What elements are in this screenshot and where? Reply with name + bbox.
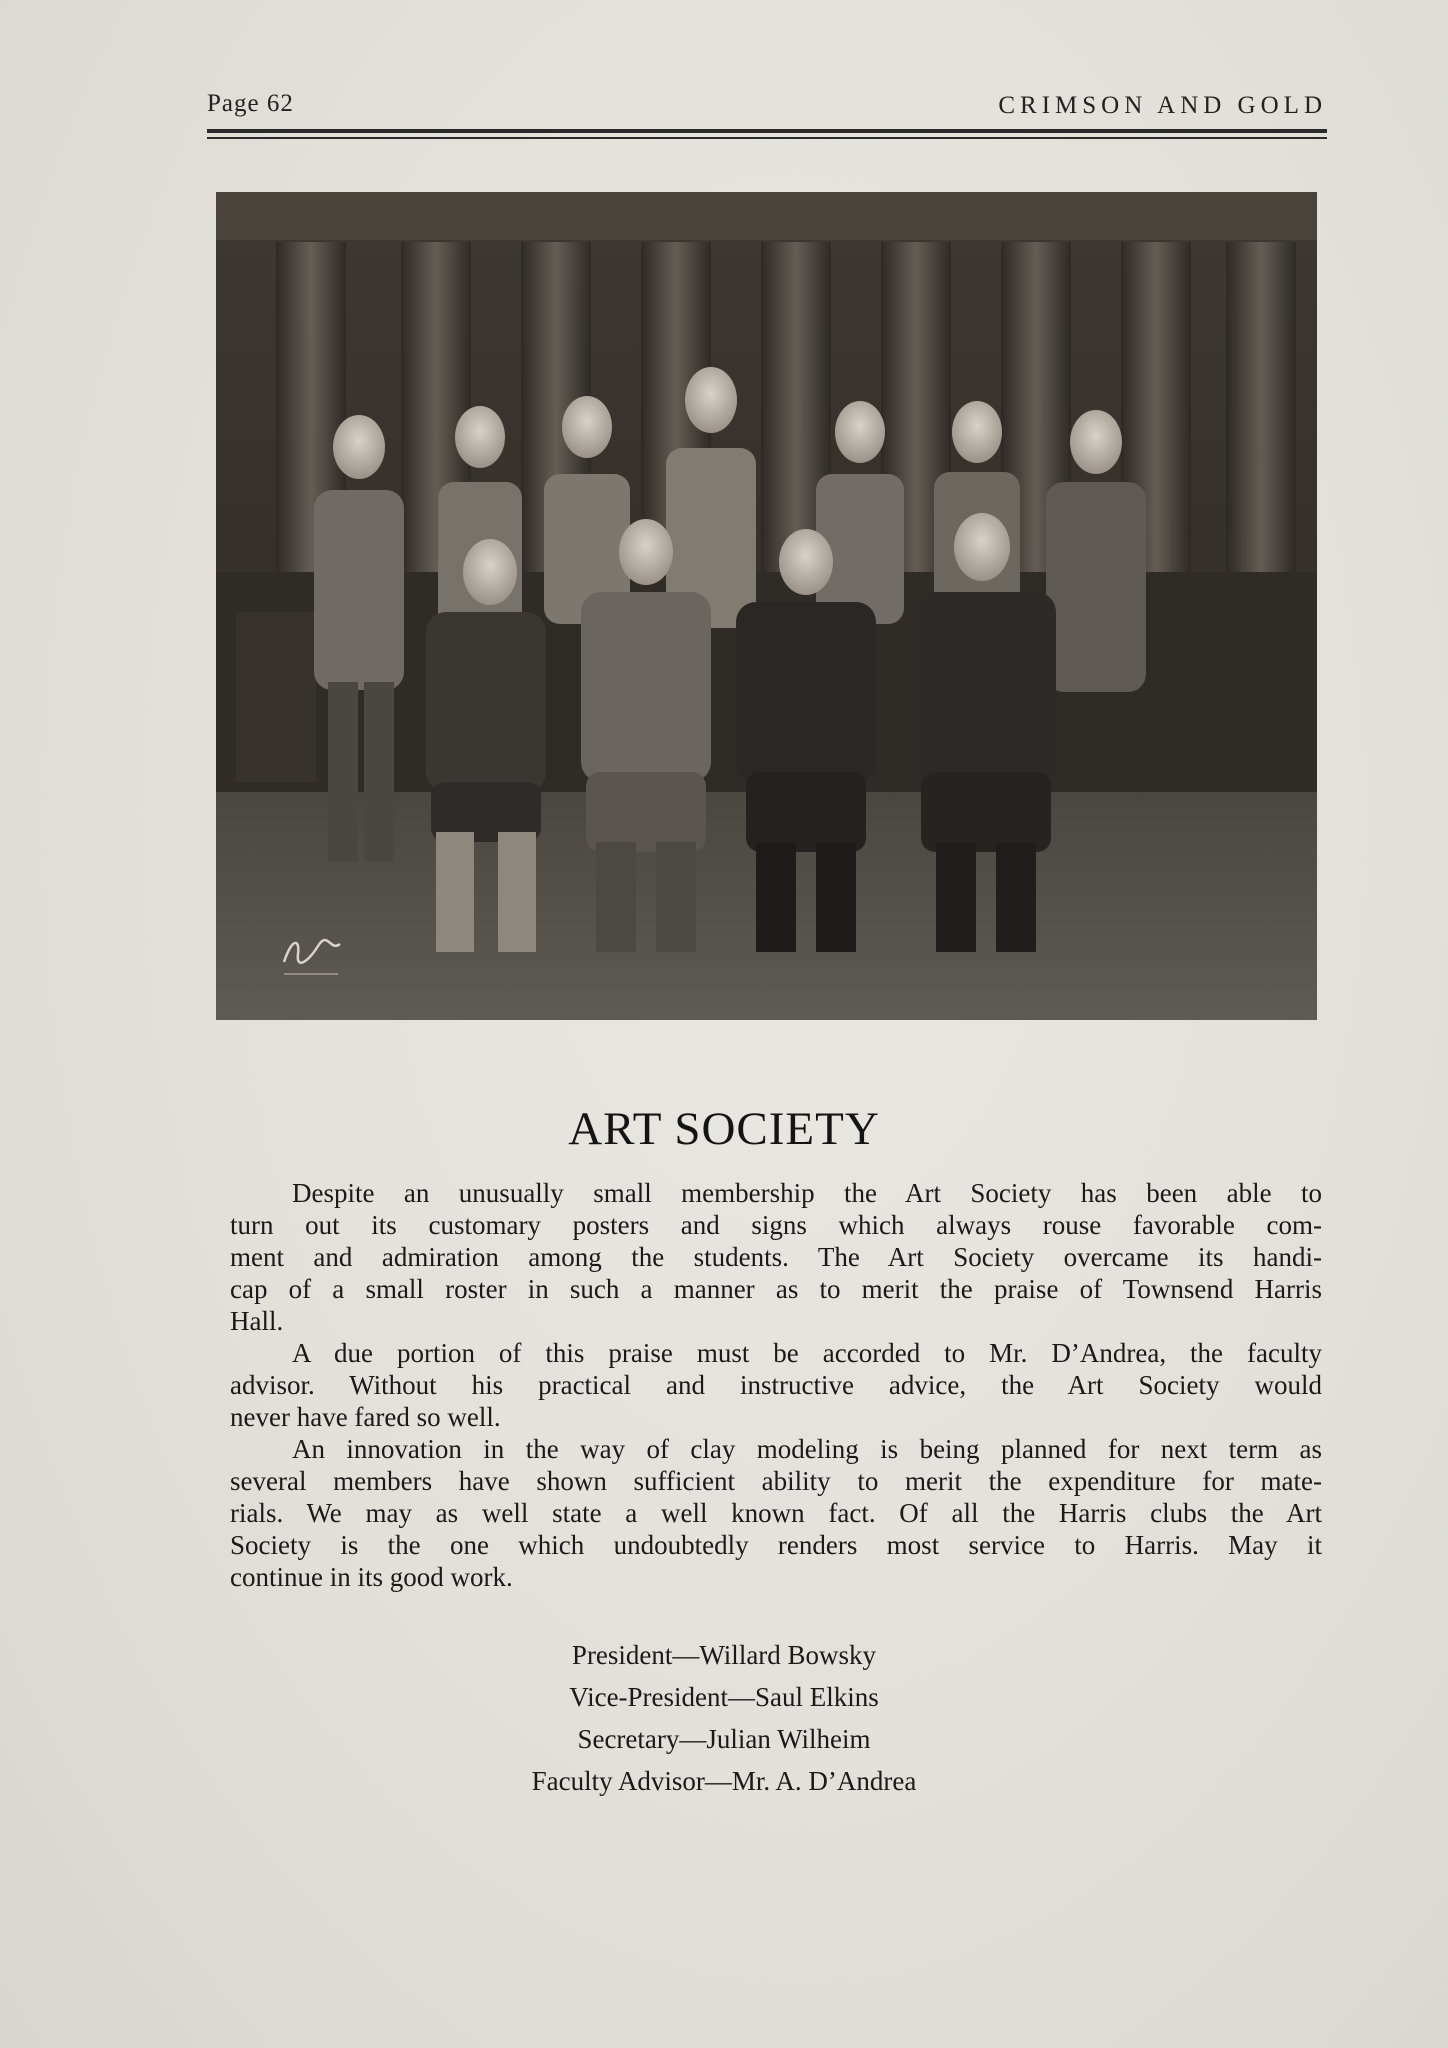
body-line: An innovation in the way of clay modeling is being planned for next term as bbox=[292, 1434, 1322, 1464]
photographer-signature-icon bbox=[278, 932, 348, 980]
group-photograph bbox=[216, 192, 1317, 1020]
officer-faculty-advisor: Faculty Advisor—Mr. A. D’Andrea bbox=[531, 1766, 917, 1796]
officer-vice-president: Vice-President—Saul Elkins bbox=[569, 1682, 879, 1712]
header-rule-thick bbox=[207, 129, 1327, 133]
body-line: Despite an unusually small membership the Art Society has been able to bbox=[292, 1178, 1322, 1208]
body-line: turn out its customary posters and signs which always rouse favorable com- bbox=[230, 1210, 1322, 1240]
header-rule-thin bbox=[207, 137, 1327, 139]
body-line: several members have shown sufficient ability to merit the expenditure for mate- bbox=[230, 1466, 1322, 1496]
body-line: A due portion of this praise must be accorded to Mr. D’Andrea, the faculty bbox=[292, 1338, 1322, 1368]
body-line: continue in its good work. bbox=[230, 1562, 513, 1592]
body-line: cap of a small roster in such a manner as to merit the praise of Townsend Harris bbox=[230, 1274, 1322, 1304]
page-number: Page 62 bbox=[207, 90, 294, 117]
running-title: CRIMSON AND GOLD bbox=[998, 92, 1327, 119]
body-line: rials. We may as well state a well known fact. Of all the Harris clubs the Art bbox=[230, 1498, 1322, 1528]
group-photo-image bbox=[216, 192, 1317, 1020]
body-line: Society is the one which undoubtedly renders most service to Harris. May it bbox=[230, 1530, 1322, 1560]
body-line: ment and admiration among the students. The Art Society overcame its handi- bbox=[230, 1242, 1322, 1272]
body-line: advisor. Without his practical and instructive advice, the Art Society would bbox=[230, 1370, 1322, 1400]
body-line: never have fared so well. bbox=[230, 1402, 501, 1432]
officer-secretary: Secretary—Julian Wilheim bbox=[577, 1724, 871, 1754]
officer-president: President—Willard Bowsky bbox=[571, 1640, 877, 1670]
page-header bbox=[207, 90, 1327, 146]
article-title: ART SOCIETY bbox=[568, 1103, 880, 1155]
body-line: Hall. bbox=[230, 1306, 284, 1336]
